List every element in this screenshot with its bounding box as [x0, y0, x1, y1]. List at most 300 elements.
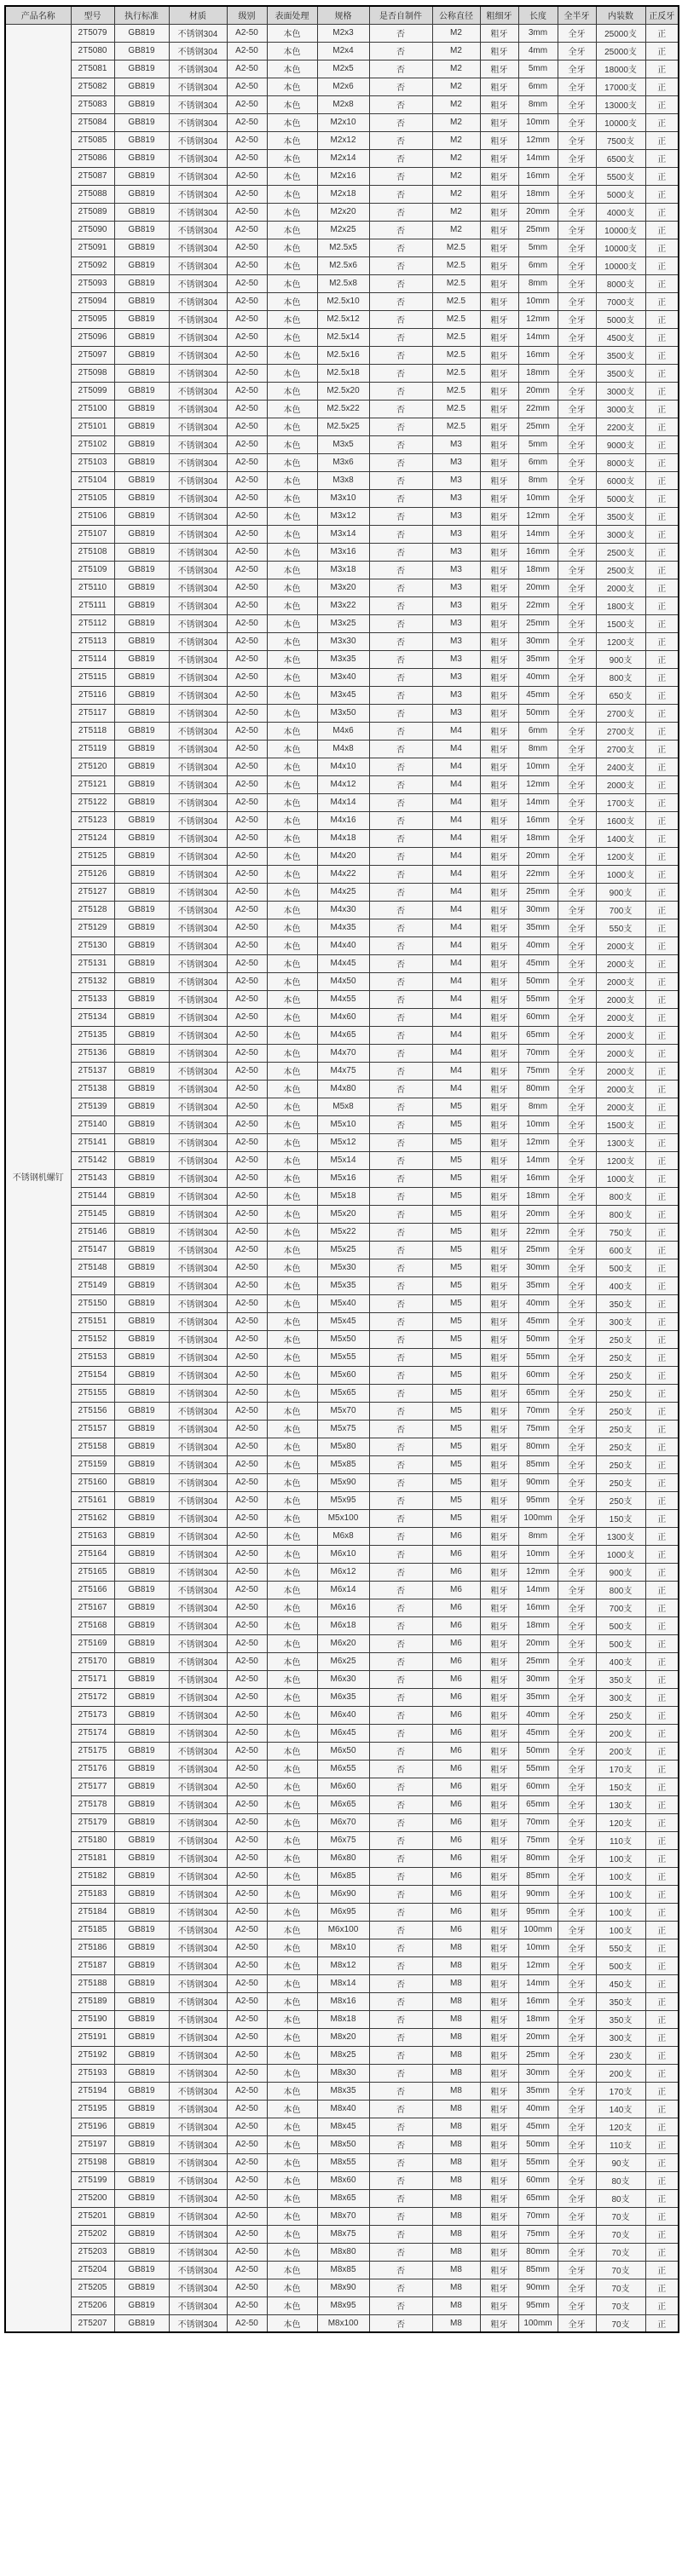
pack-quantity-cell: 130支 — [596, 1795, 645, 1813]
grade-cell: A2-50 — [227, 1778, 267, 1795]
grade-cell: A2-50 — [227, 1956, 267, 1974]
surface-treatment-cell: 本色 — [267, 239, 317, 256]
table-row — [5, 561, 679, 579]
surface-treatment-cell: 本色 — [267, 1187, 317, 1205]
grade-cell: A2-50 — [227, 2314, 267, 2332]
material-cell: 不锈钢304 — [169, 1330, 227, 1348]
material-cell: 不锈钢304 — [169, 1312, 227, 1330]
length-cell: 10mm — [518, 113, 558, 131]
length-cell: 22mm — [518, 400, 558, 418]
specification-cell: M6x90 — [317, 1885, 369, 1903]
specification-cell: M2.5x18 — [317, 364, 369, 382]
table-row — [5, 2297, 679, 2314]
thread-direction-cell: 正 — [645, 919, 679, 936]
thread-pitch-cell: 粗牙 — [480, 2100, 518, 2118]
grade-cell: A2-50 — [227, 525, 267, 543]
specification-cell: M2x6 — [317, 78, 369, 95]
standard-cell: GB819 — [114, 2082, 169, 2100]
nominal-diameter-cell: M8 — [432, 2297, 480, 2314]
length-cell: 25mm — [518, 1241, 558, 1259]
table-header-row — [5, 6, 679, 24]
model-cell: 2T5112 — [71, 614, 114, 632]
model-cell: 2T5136 — [71, 1044, 114, 1062]
self-made-cell: 否 — [369, 1026, 432, 1044]
standard-cell: GB819 — [114, 829, 169, 847]
nominal-diameter-cell: M6 — [432, 1599, 480, 1616]
thread-pitch-cell: 粗牙 — [480, 668, 518, 686]
grade-cell: A2-50 — [227, 1688, 267, 1706]
model-cell: 2T5186 — [71, 1939, 114, 1956]
self-made-cell: 否 — [369, 1545, 432, 1563]
specification-cell: M6x45 — [317, 1724, 369, 1742]
nominal-diameter-cell: M5 — [432, 1241, 480, 1259]
grade-cell: A2-50 — [227, 2225, 267, 2243]
table-row — [5, 1115, 679, 1133]
surface-treatment-cell: 本色 — [267, 2010, 317, 2028]
thread-coverage-cell: 全牙 — [558, 1473, 596, 1491]
grade-cell: A2-50 — [227, 1133, 267, 1151]
thread-coverage-cell: 全牙 — [558, 1241, 596, 1259]
thread-coverage-cell: 全牙 — [558, 1921, 596, 1939]
pack-quantity-cell: 550支 — [596, 919, 645, 936]
grade-cell: A2-50 — [227, 435, 267, 453]
surface-treatment-cell: 本色 — [267, 2171, 317, 2189]
thread-direction-cell: 正 — [645, 740, 679, 758]
pack-quantity-cell: 350支 — [596, 1670, 645, 1688]
thread-coverage-cell: 全牙 — [558, 1455, 596, 1473]
thread-direction-cell: 正 — [645, 1563, 679, 1581]
pack-quantity-cell: 120支 — [596, 1813, 645, 1831]
thread-direction-cell: 正 — [645, 1849, 679, 1867]
specification-cell: M5x22 — [317, 1223, 369, 1241]
model-cell: 2T5117 — [71, 704, 114, 722]
surface-treatment-cell: 本色 — [267, 1098, 317, 1115]
material-cell: 不锈钢304 — [169, 1169, 227, 1187]
table-row — [5, 972, 679, 990]
model-cell: 2T5116 — [71, 686, 114, 704]
model-cell: 2T5160 — [71, 1473, 114, 1491]
length-cell: 60mm — [518, 1778, 558, 1795]
thread-direction-cell: 正 — [645, 1921, 679, 1939]
length-cell: 6mm — [518, 78, 558, 95]
nominal-diameter-cell: M3 — [432, 471, 480, 489]
grade-cell: A2-50 — [227, 185, 267, 203]
table-row — [5, 2082, 679, 2100]
length-cell: 12mm — [518, 1956, 558, 1974]
thread-coverage-cell: 全牙 — [558, 2153, 596, 2171]
self-made-cell: 否 — [369, 113, 432, 131]
table-row — [5, 1384, 679, 1402]
grade-cell: A2-50 — [227, 2171, 267, 2189]
thread-coverage-cell: 全牙 — [558, 435, 596, 453]
self-made-cell: 否 — [369, 811, 432, 829]
grade-cell: A2-50 — [227, 2064, 267, 2082]
self-made-cell: 否 — [369, 704, 432, 722]
nominal-diameter-cell: M3 — [432, 686, 480, 704]
thread-pitch-cell: 粗牙 — [480, 1044, 518, 1062]
length-cell: 5mm — [518, 435, 558, 453]
table-row — [5, 1133, 679, 1151]
thread-direction-cell: 正 — [645, 239, 679, 256]
grade-cell: A2-50 — [227, 1438, 267, 1455]
model-cell: 2T5129 — [71, 919, 114, 936]
model-cell: 2T5171 — [71, 1670, 114, 1688]
model-cell: 2T5179 — [71, 1813, 114, 1831]
pack-quantity-cell: 70支 — [596, 2314, 645, 2332]
thread-direction-cell: 正 — [645, 1974, 679, 1992]
table-row — [5, 1634, 679, 1652]
thread-pitch-cell: 粗牙 — [480, 1259, 518, 1276]
self-made-cell: 否 — [369, 167, 432, 185]
thread-pitch-cell: 粗牙 — [480, 131, 518, 149]
nominal-diameter-cell: M6 — [432, 1849, 480, 1867]
standard-cell: GB819 — [114, 1241, 169, 1259]
thread-pitch-cell: 粗牙 — [480, 1688, 518, 1706]
thread-pitch-cell: 粗牙 — [480, 328, 518, 346]
specification-cell: M2.5x22 — [317, 400, 369, 418]
material-cell: 不锈钢304 — [169, 1778, 227, 1795]
grade-cell: A2-50 — [227, 78, 267, 95]
self-made-cell: 否 — [369, 221, 432, 239]
table-row — [5, 1652, 679, 1670]
standard-cell: GB819 — [114, 2010, 169, 2028]
length-cell: 14mm — [518, 525, 558, 543]
grade-cell: A2-50 — [227, 2153, 267, 2171]
nominal-diameter-cell: M2 — [432, 78, 480, 95]
standard-cell: GB819 — [114, 1616, 169, 1634]
thread-coverage-cell: 全牙 — [558, 1724, 596, 1742]
specification-cell: M5x50 — [317, 1330, 369, 1348]
nominal-diameter-cell: M2.5 — [432, 346, 480, 364]
table-row — [5, 811, 679, 829]
model-cell: 2T5081 — [71, 60, 114, 78]
nominal-diameter-cell: M6 — [432, 1616, 480, 1634]
self-made-cell: 否 — [369, 149, 432, 167]
pack-quantity-cell: 70支 — [596, 2297, 645, 2314]
standard-cell: GB819 — [114, 1652, 169, 1670]
table-row — [5, 2171, 679, 2189]
thread-pitch-cell: 粗牙 — [480, 1831, 518, 1849]
model-cell: 2T5153 — [71, 1348, 114, 1366]
thread-coverage-cell: 全牙 — [558, 2082, 596, 2100]
length-cell: 35mm — [518, 650, 558, 668]
length-cell: 12mm — [518, 775, 558, 793]
model-cell: 2T5114 — [71, 650, 114, 668]
nominal-diameter-cell: M5 — [432, 1169, 480, 1187]
standard-cell: GB819 — [114, 919, 169, 936]
pack-quantity-cell: 70支 — [596, 2225, 645, 2243]
nominal-diameter-cell: M6 — [432, 1724, 480, 1742]
self-made-cell: 否 — [369, 686, 432, 704]
model-cell: 2T5127 — [71, 883, 114, 901]
nominal-diameter-cell: M3 — [432, 561, 480, 579]
thread-pitch-cell: 粗牙 — [480, 1634, 518, 1652]
standard-cell: GB819 — [114, 1402, 169, 1420]
thread-coverage-cell: 全牙 — [558, 543, 596, 561]
thread-pitch-cell: 粗牙 — [480, 1706, 518, 1724]
self-made-cell: 否 — [369, 1491, 432, 1509]
grade-cell: A2-50 — [227, 1366, 267, 1384]
self-made-cell: 否 — [369, 2297, 432, 2314]
thread-direction-cell: 正 — [645, 2118, 679, 2135]
grade-cell: A2-50 — [227, 2135, 267, 2153]
standard-cell: GB819 — [114, 2046, 169, 2064]
thread-pitch-cell: 粗牙 — [480, 1813, 518, 1831]
surface-treatment-cell: 本色 — [267, 1241, 317, 1259]
thread-pitch-cell: 粗牙 — [480, 1956, 518, 1974]
material-cell: 不锈钢304 — [169, 1151, 227, 1169]
length-cell: 4mm — [518, 42, 558, 60]
thread-direction-cell: 正 — [645, 1062, 679, 1080]
thread-direction-cell: 正 — [645, 1813, 679, 1831]
standard-cell: GB819 — [114, 1276, 169, 1294]
thread-direction-cell: 正 — [645, 292, 679, 310]
standard-cell: GB819 — [114, 954, 169, 972]
thread-coverage-cell: 全牙 — [558, 2261, 596, 2279]
material-cell: 不锈钢304 — [169, 1008, 227, 1026]
thread-coverage-cell: 全牙 — [558, 149, 596, 167]
material-cell: 不锈钢304 — [169, 1366, 227, 1384]
table-row — [5, 1151, 679, 1169]
nominal-diameter-cell: M2.5 — [432, 292, 480, 310]
surface-treatment-cell: 本色 — [267, 2064, 317, 2082]
surface-treatment-cell: 本色 — [267, 60, 317, 78]
self-made-cell: 否 — [369, 1760, 432, 1778]
thread-coverage-cell: 全牙 — [558, 1760, 596, 1778]
thread-coverage-cell: 全牙 — [558, 704, 596, 722]
thread-direction-cell: 正 — [645, 2028, 679, 2046]
surface-treatment-cell: 本色 — [267, 632, 317, 650]
table-row — [5, 1563, 679, 1581]
pack-quantity-cell: 7000支 — [596, 292, 645, 310]
self-made-cell: 否 — [369, 1527, 432, 1545]
self-made-cell: 否 — [369, 2064, 432, 2082]
standard-cell: GB819 — [114, 2153, 169, 2171]
pack-quantity-cell: 70支 — [596, 2279, 645, 2297]
surface-treatment-cell: 本色 — [267, 2243, 317, 2261]
material-cell: 不锈钢304 — [169, 1098, 227, 1115]
material-cell: 不锈钢304 — [169, 78, 227, 95]
thread-coverage-cell: 全牙 — [558, 972, 596, 990]
pack-quantity-cell: 250支 — [596, 1438, 645, 1455]
grade-cell: A2-50 — [227, 1670, 267, 1688]
specification-cell: M8x14 — [317, 1974, 369, 1992]
model-cell: 2T5111 — [71, 596, 114, 614]
specification-cell: M2.5x14 — [317, 328, 369, 346]
table-row — [5, 310, 679, 328]
table-row — [5, 507, 679, 525]
thread-coverage-cell: 全牙 — [558, 1849, 596, 1867]
specification-cell: M4x75 — [317, 1062, 369, 1080]
nominal-diameter-cell: M5 — [432, 1259, 480, 1276]
self-made-cell: 否 — [369, 1473, 432, 1491]
thread-direction-cell: 正 — [645, 2297, 679, 2314]
table-row — [5, 901, 679, 919]
specification-cell: M5x100 — [317, 1509, 369, 1527]
model-cell: 2T5135 — [71, 1026, 114, 1044]
standard-cell: GB819 — [114, 1223, 169, 1241]
product-spec-table — [4, 5, 679, 2333]
nominal-diameter-cell: M4 — [432, 972, 480, 990]
self-made-cell: 否 — [369, 1366, 432, 1384]
thread-direction-cell: 正 — [645, 1652, 679, 1670]
pack-quantity-cell: 2700支 — [596, 740, 645, 758]
table-row — [5, 1241, 679, 1259]
self-made-cell: 否 — [369, 668, 432, 686]
pack-quantity-cell: 2200支 — [596, 418, 645, 435]
model-cell: 2T5102 — [71, 435, 114, 453]
surface-treatment-cell: 本色 — [267, 507, 317, 525]
length-cell: 50mm — [518, 1330, 558, 1348]
surface-treatment-cell: 本色 — [267, 1473, 317, 1491]
standard-cell: GB819 — [114, 865, 169, 883]
length-cell: 40mm — [518, 668, 558, 686]
grade-cell: A2-50 — [227, 1348, 267, 1366]
pack-quantity-cell: 700支 — [596, 1599, 645, 1616]
grade-cell: A2-50 — [227, 60, 267, 78]
self-made-cell: 否 — [369, 1402, 432, 1420]
pack-quantity-cell: 2000支 — [596, 954, 645, 972]
material-cell: 不锈钢304 — [169, 1294, 227, 1312]
grade-cell: A2-50 — [227, 1939, 267, 1956]
thread-coverage-cell: 全牙 — [558, 2100, 596, 2118]
thread-direction-cell: 正 — [645, 1276, 679, 1294]
material-cell: 不锈钢304 — [169, 2046, 227, 2064]
thread-pitch-cell: 粗牙 — [480, 1903, 518, 1921]
surface-treatment-cell: 本色 — [267, 1223, 317, 1241]
length-cell: 30mm — [518, 2064, 558, 2082]
table-row — [5, 328, 679, 346]
specification-cell: M6x50 — [317, 1742, 369, 1760]
table-row — [5, 1098, 679, 1115]
pack-quantity-cell: 2000支 — [596, 936, 645, 954]
specification-cell: M2x25 — [317, 221, 369, 239]
surface-treatment-cell: 本色 — [267, 901, 317, 919]
thread-coverage-cell: 全牙 — [558, 1563, 596, 1581]
grade-cell: A2-50 — [227, 1473, 267, 1491]
specification-cell: M3x14 — [317, 525, 369, 543]
self-made-cell: 否 — [369, 901, 432, 919]
specification-cell: M6x40 — [317, 1706, 369, 1724]
grade-cell: A2-50 — [227, 113, 267, 131]
nominal-diameter-cell: M4 — [432, 1080, 480, 1098]
pack-quantity-cell: 500支 — [596, 1616, 645, 1634]
standard-cell: GB819 — [114, 668, 169, 686]
standard-cell: GB819 — [114, 1133, 169, 1151]
surface-treatment-cell: 本色 — [267, 1795, 317, 1813]
thread-pitch-cell: 粗牙 — [480, 1420, 518, 1438]
table-row — [5, 1742, 679, 1760]
thread-coverage-cell: 全牙 — [558, 793, 596, 811]
model-cell: 2T5134 — [71, 1008, 114, 1026]
self-made-cell: 否 — [369, 78, 432, 95]
pack-quantity-cell: 250支 — [596, 1330, 645, 1348]
nominal-diameter-cell: M2.5 — [432, 274, 480, 292]
specification-cell: M8x85 — [317, 2261, 369, 2279]
length-cell: 50mm — [518, 1742, 558, 1760]
grade-cell: A2-50 — [227, 1294, 267, 1312]
model-cell: 2T5163 — [71, 1527, 114, 1545]
thread-direction-cell: 正 — [645, 221, 679, 239]
standard-cell: GB819 — [114, 1795, 169, 1813]
thread-direction-cell: 正 — [645, 632, 679, 650]
specification-cell: M2x8 — [317, 95, 369, 113]
thread-coverage-cell: 全牙 — [558, 1062, 596, 1080]
model-cell: 2T5165 — [71, 1563, 114, 1581]
thread-coverage-cell: 全牙 — [558, 221, 596, 239]
specification-cell: M6x65 — [317, 1795, 369, 1813]
table-row — [5, 1420, 679, 1438]
table-row — [5, 131, 679, 149]
pack-quantity-cell: 90支 — [596, 2153, 645, 2171]
nominal-diameter-cell: M8 — [432, 1992, 480, 2010]
thread-direction-cell: 正 — [645, 24, 679, 42]
surface-treatment-cell: 本色 — [267, 1813, 317, 1831]
specification-cell: M2x18 — [317, 185, 369, 203]
length-cell: 6mm — [518, 453, 558, 471]
model-cell: 2T5109 — [71, 561, 114, 579]
standard-cell: GB819 — [114, 758, 169, 775]
pack-quantity-cell: 80支 — [596, 2189, 645, 2207]
pack-quantity-cell: 350支 — [596, 2010, 645, 2028]
model-cell: 2T5201 — [71, 2207, 114, 2225]
material-cell: 不锈钢304 — [169, 185, 227, 203]
pack-quantity-cell: 2000支 — [596, 972, 645, 990]
length-cell: 60mm — [518, 2171, 558, 2189]
table-row — [5, 1223, 679, 1241]
thread-direction-cell: 正 — [645, 2082, 679, 2100]
self-made-cell: 否 — [369, 453, 432, 471]
length-cell: 35mm — [518, 919, 558, 936]
pack-quantity-cell: 2400支 — [596, 758, 645, 775]
thread-direction-cell: 正 — [645, 2153, 679, 2171]
grade-cell: A2-50 — [227, 1581, 267, 1599]
table-row — [5, 865, 679, 883]
specification-cell: M2.5x8 — [317, 274, 369, 292]
table-row — [5, 2261, 679, 2279]
thread-pitch-cell: 粗牙 — [480, 435, 518, 453]
grade-cell: A2-50 — [227, 1616, 267, 1634]
standard-cell: GB819 — [114, 507, 169, 525]
length-cell: 75mm — [518, 2225, 558, 2243]
thread-pitch-cell: 粗牙 — [480, 936, 518, 954]
pack-quantity-cell: 70支 — [596, 2261, 645, 2279]
material-cell: 不锈钢304 — [169, 972, 227, 990]
material-cell: 不锈钢304 — [169, 2082, 227, 2100]
thread-coverage-cell: 全牙 — [558, 1581, 596, 1599]
model-cell: 2T5158 — [71, 1438, 114, 1455]
nominal-diameter-cell: M5 — [432, 1294, 480, 1312]
nominal-diameter-cell: M8 — [432, 2100, 480, 2118]
thread-pitch-cell: 粗牙 — [480, 1921, 518, 1939]
grade-cell: A2-50 — [227, 740, 267, 758]
standard-cell: GB819 — [114, 292, 169, 310]
self-made-cell: 否 — [369, 2207, 432, 2225]
thread-coverage-cell: 全牙 — [558, 2314, 596, 2332]
self-made-cell: 否 — [369, 1259, 432, 1276]
material-cell: 不锈钢304 — [169, 2297, 227, 2314]
specification-cell: M6x25 — [317, 1652, 369, 1670]
model-cell: 2T5166 — [71, 1581, 114, 1599]
table-row — [5, 418, 679, 435]
self-made-cell: 否 — [369, 972, 432, 990]
pack-quantity-cell: 100支 — [596, 1885, 645, 1903]
thread-coverage-cell: 全牙 — [558, 561, 596, 579]
self-made-cell: 否 — [369, 1008, 432, 1026]
specification-cell: M3x45 — [317, 686, 369, 704]
self-made-cell: 否 — [369, 1921, 432, 1939]
standard-cell: GB819 — [114, 525, 169, 543]
